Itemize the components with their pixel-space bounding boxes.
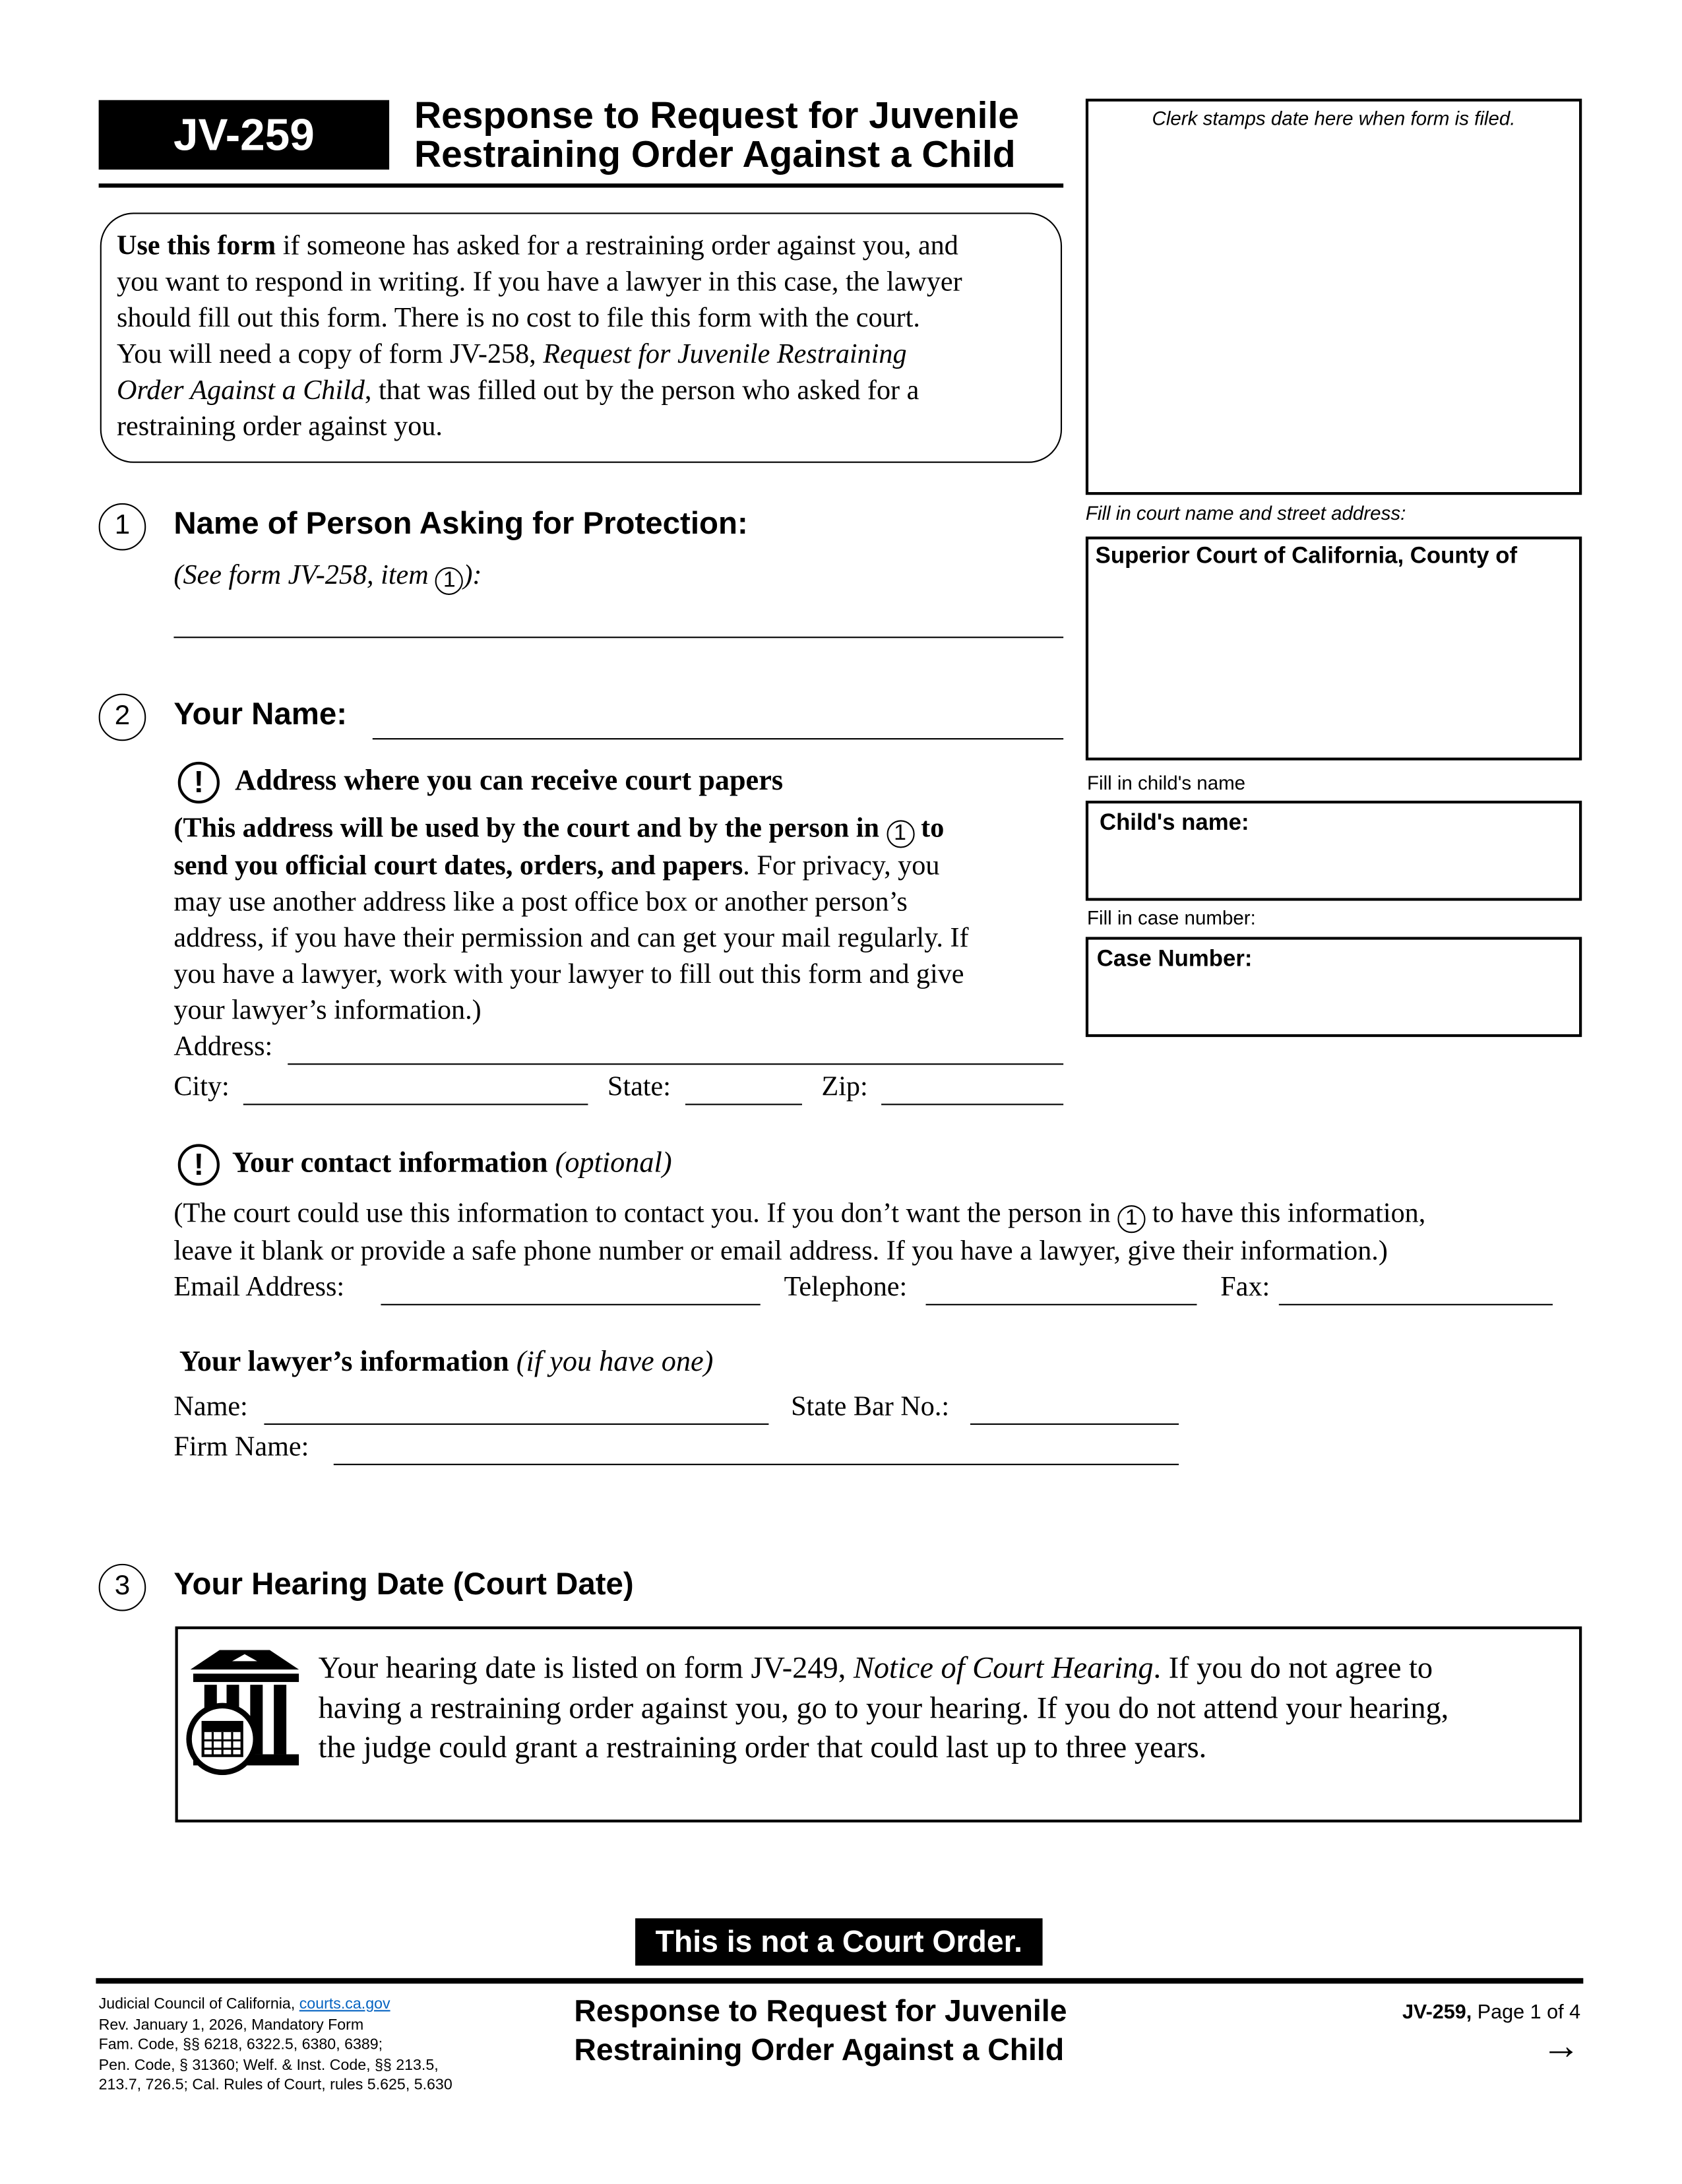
court-name-field[interactable] xyxy=(1086,536,1582,760)
item1-note: (See form JV-258, item 1 ): xyxy=(173,560,482,595)
item-ref-1: 1 xyxy=(435,567,463,595)
firm-name-input[interactable] xyxy=(334,1464,1179,1465)
exclamation-icon: ! xyxy=(178,1144,220,1185)
item1-heading: Name of Person Asking for Protection: xyxy=(173,506,748,541)
intro-text: , that was filled out by the person who asked for a xyxy=(364,375,919,406)
state-label: State: xyxy=(607,1071,671,1103)
city-label: City: xyxy=(173,1071,230,1103)
lawyer-heading: Your lawyer’s information (if you have one) xyxy=(179,1344,714,1378)
courthouse-calendar-icon xyxy=(185,1650,301,1775)
intro-text: should fill out this form. There is no cost to file this form with the court. xyxy=(117,303,920,334)
case-label: Case Number: xyxy=(1096,947,1253,972)
zip-input[interactable] xyxy=(881,1104,1063,1105)
hearing-info-box xyxy=(175,1627,1582,1823)
child-name-field[interactable] xyxy=(1086,801,1582,901)
item-number-2: 2 xyxy=(99,694,146,741)
intro-text: You will need a copy of form JV-258, xyxy=(117,339,544,370)
lawyer-name-input[interactable] xyxy=(264,1423,768,1425)
intro-bold: Use this form xyxy=(117,230,276,262)
address-paragraph: (This address will be used by the court and by the person in 1 to send you official court dates, orders, and papers. For privacy, you may use another address like a post office box or another person’s address, if you have their permission and can get your mail regularly. If you have a lawyer, work with your lawyer to fill out this form and give your lawyer’s information.) xyxy=(173,813,969,1026)
telephone-input[interactable] xyxy=(926,1304,1197,1305)
fax-input[interactable] xyxy=(1279,1304,1553,1305)
child-instruction: Fill in child's name xyxy=(1086,771,1246,794)
contact-heading: Your contact information (optional) xyxy=(232,1145,672,1179)
case-instruction: Fill in case number: xyxy=(1086,906,1256,929)
not-court-order-banner: This is not a Court Order. xyxy=(635,1918,1042,1966)
intro-box xyxy=(100,212,1062,462)
next-page-arrow-icon[interactable]: → xyxy=(1542,2024,1581,2067)
state-input[interactable] xyxy=(685,1104,802,1105)
intro-text: restraining order against you. xyxy=(117,411,443,443)
footer-left: Judicial Council of California, courts.ca.gov Rev. January 1, 2026, Mandatory Form Fam. Code, §§ 6218, 6322.5, 6380, 6389; Pen. Code, § 31360; Welf. & Inst. Code, §§ 213.5, 213.7, 726.5; Cal. Rules of Court, rules 5.625, 5.630 xyxy=(98,1996,452,2094)
state-bar-label: State Bar No.: xyxy=(791,1391,950,1422)
firm-name-label: Firm Name: xyxy=(173,1431,309,1462)
zip-label: Zip: xyxy=(821,1071,868,1103)
your-name-input[interactable] xyxy=(373,738,1063,739)
address-label: Address: xyxy=(173,1031,273,1063)
state-bar-input[interactable] xyxy=(970,1423,1179,1425)
address-heading: Address where you can receive court papers xyxy=(235,763,784,797)
contact-paragraph: (The court could use this information to contact you. If you don’t want the person in 1 to have this information, leave it blank or provide a safe phone number or email address. If you have a lawyer, give their information.) xyxy=(173,1198,1426,1266)
email-input[interactable] xyxy=(381,1304,760,1305)
case-number-field[interactable] xyxy=(1086,937,1582,1037)
item-number-3: 3 xyxy=(99,1564,146,1611)
footer-title-line1: Response to Request for Juvenile xyxy=(574,1993,1067,2028)
child-label: Child's name: xyxy=(1099,810,1249,836)
form-id-badge: JV-259 xyxy=(99,100,389,170)
form-title-line2: Restraining Order Against a Child xyxy=(414,133,1016,175)
item-ref-1: 1 xyxy=(886,820,914,848)
fax-label: Fax: xyxy=(1220,1272,1270,1303)
intro-text: you want to respond in writing. If you have a lawyer in this case, the lawyer xyxy=(117,266,962,297)
item-ref-1: 1 xyxy=(1117,1205,1145,1233)
footer-rule xyxy=(96,1978,1583,1983)
exclamation-icon: ! xyxy=(178,762,220,803)
clerk-stamp-label: Clerk stamps date here when form is filed. xyxy=(1152,107,1516,129)
lawyer-name-label: Name: xyxy=(173,1391,248,1422)
court-label: Superior Court of California, County of xyxy=(1095,543,1518,569)
item-number-1: 1 xyxy=(99,503,146,551)
address-input[interactable] xyxy=(288,1063,1063,1065)
page-number: JV-259, Page 1 of 4 xyxy=(1402,2001,1581,2024)
protected-person-name-input[interactable] xyxy=(173,637,1063,638)
item3-heading: Your Hearing Date (Court Date) xyxy=(173,1567,634,1602)
intro-text: if someone has asked for a restraining order against you, and xyxy=(276,230,958,262)
header-rule xyxy=(99,183,1064,187)
footer-title-line2: Restraining Order Against a Child xyxy=(574,2032,1065,2067)
hearing-info-text: Your hearing date is listed on form JV-249, Notice of Court Hearing. If you do not agree to having a restraining order against you, go to your hearing. If you do not attend your hearing, the judge could grant a restraining order that could last up to three years. xyxy=(318,1650,1449,1764)
form-title-line1: Response to Request for Juvenile xyxy=(414,94,1019,137)
email-label: Email Address: xyxy=(173,1272,345,1303)
intro-italic: Order Against a Child xyxy=(117,375,365,406)
intro-italic: Request for Juvenile Restraining xyxy=(543,339,907,370)
item2-heading: Your Name: xyxy=(173,696,348,732)
clerk-stamp-box xyxy=(1086,99,1582,495)
city-input[interactable] xyxy=(243,1104,588,1105)
telephone-label: Telephone: xyxy=(784,1272,908,1303)
courts-link[interactable]: courts.ca.gov xyxy=(299,1996,390,2013)
court-instruction: Fill in court name and street address: xyxy=(1085,501,1406,524)
